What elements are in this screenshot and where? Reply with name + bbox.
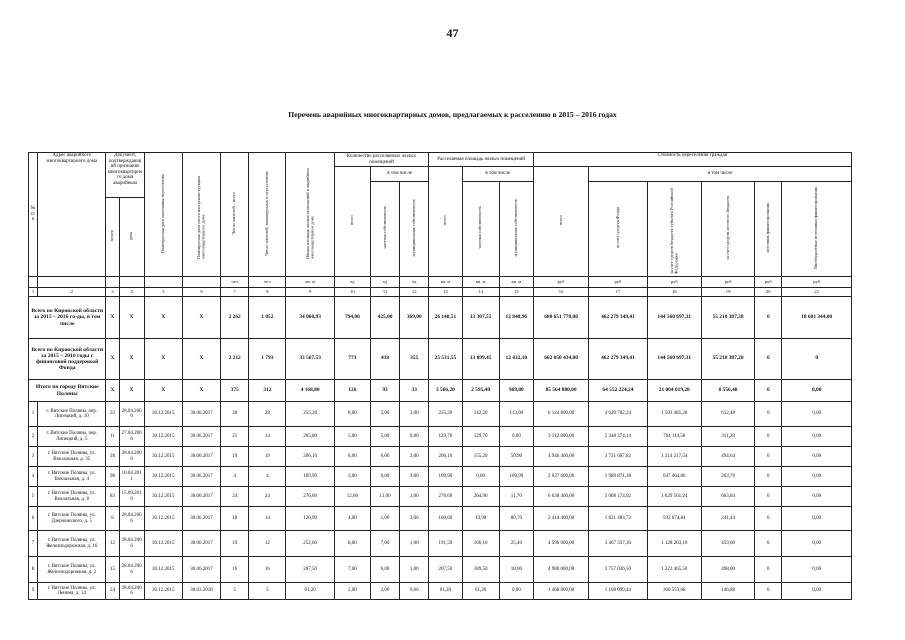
summary-cell: 25 531,55 [429, 339, 462, 380]
summary-cell: X [106, 297, 119, 339]
table-cell: 12 [249, 531, 286, 557]
summary-cell: 126 [334, 380, 370, 402]
table-cell: 189,50 [462, 557, 499, 583]
header-cost-incl: в том числе [589, 167, 852, 182]
table-cell: 276,60 [286, 487, 334, 507]
units-row: чел чел кв. м ед ед ед кв. м кв. м кв. м руб руб руб руб руб руб [29, 277, 852, 288]
table-cell: 1 108 099,44 [589, 583, 647, 600]
header-residents-planned: Число жителей, планируемых к переселению [249, 153, 286, 277]
table-cell: 0,00 [782, 467, 852, 487]
header-address: Адрес аварийного многоквартирного дома [38, 153, 106, 277]
summary-cell: 375 [221, 380, 249, 402]
table-cell: 8,00 [334, 447, 370, 467]
header-extra: Внебюджетные источники финансирования [782, 181, 852, 277]
table-cell: 0,00 [782, 531, 852, 557]
column-numbers-row: 1 2 3 4 5 6 7 8 9 10 11 12 13 14 15 16 17 18 19 20 21 [29, 288, 852, 297]
table-cell: 1 222 465,50 [647, 557, 701, 583]
table-cell: 0,00 [782, 487, 852, 507]
table-cell: 3,00 [400, 402, 429, 427]
summary-cell: 144 560 697,31 [647, 339, 701, 380]
address-cell: г. Вятские Поляны, пер. Липецкий, д. 10 [38, 402, 106, 427]
table-cell: 21 [221, 427, 249, 447]
table-cell: 9 [29, 583, 38, 600]
summary-cell: 369,00 [400, 297, 429, 339]
summary-cell: 21 004 019,28 [647, 380, 701, 402]
summary-cell: 0 [782, 339, 852, 380]
table-row [29, 507, 852, 531]
table-cell: 6,00 [370, 557, 399, 583]
table-cell: 24 [221, 487, 249, 507]
table-cell: 3 731 687,82 [589, 447, 647, 467]
table-cell: 494,64 [701, 447, 754, 467]
table-cell: 27.04.2006 [119, 427, 144, 447]
summary-cell: X [119, 380, 144, 402]
relocation-table [28, 152, 852, 600]
table-cell: 24 [106, 583, 119, 600]
table-cell: 207,50 [429, 557, 462, 583]
table-cell: 83 [106, 487, 119, 507]
table-cell: 0 [755, 557, 782, 583]
table-cell: 28 [249, 402, 286, 427]
table-cell: 30.12.2015 [144, 487, 182, 507]
table-cell: 1 629 561,24 [647, 487, 701, 507]
table-cell: 30.12.2015 [144, 557, 182, 583]
table-row [29, 447, 852, 467]
header-planned-demolition: Планируемая дата сноса или реконструкции многоквартирного дома [182, 153, 220, 277]
table-cell: 264,90 [462, 487, 499, 507]
summary-cell: 680 651 778,00 [533, 297, 588, 339]
table-cell: 1,00 [370, 507, 399, 531]
table-cell: 28.04.2006 [119, 402, 144, 427]
summary-cell: 85 564 800,00 [533, 380, 588, 402]
summary-cell: 0 [755, 380, 782, 402]
table-cell: 61,20 [286, 583, 334, 600]
address-cell: г. Вятские Поляны, ул. Вокзальная, д. 8 [38, 487, 106, 507]
table-cell: 206,10 [429, 447, 462, 467]
summary-cell: 144 560 697,31 [647, 297, 701, 339]
table-cell: 15 [106, 557, 119, 583]
table-cell: 0 [755, 427, 782, 447]
table-cell: 0 [755, 402, 782, 427]
table-cell: 18 [221, 507, 249, 531]
summary-cell: 18 601 344,00 [782, 297, 852, 339]
table-cell: 0,00 [462, 467, 499, 487]
summary-cell: 1 793 [249, 339, 286, 380]
table-cell: 4 [221, 467, 249, 487]
header-area-private: частная собственность [462, 181, 499, 277]
table-cell: 11,70 [499, 487, 533, 507]
table-cell: 255,20 [286, 402, 334, 427]
table-cell: 30.06.2017 [182, 507, 220, 531]
table-cell: 0,00 [400, 427, 429, 447]
table-cell: 3 [29, 447, 38, 467]
table-cell: 764 114,58 [647, 427, 701, 447]
table-cell: 0,00 [782, 447, 852, 467]
summary-cell: 4 168,80 [286, 380, 334, 402]
table-cell: 592 674,84 [647, 507, 701, 531]
table-cell: 109,90 [499, 467, 533, 487]
table-cell: 10.04.2011 [119, 467, 144, 487]
address-cell: г. Вятские Поляны, ул. Дзержинского, д. 5 [38, 507, 106, 531]
table-cell: 129,70 [462, 427, 499, 447]
document-title: Перечень аварийных многоквартирных домов, предлагаемых к расселению в 2015 – 2016 годах [288, 110, 617, 119]
table-cell: 205,80 [286, 427, 334, 447]
table-cell: 98 [106, 467, 119, 487]
summary-cell: 418 [370, 339, 399, 380]
table-cell: 30.06.2017 [182, 402, 220, 427]
table-cell: 4 620 702,24 [589, 402, 647, 427]
table-cell: 663,84 [701, 487, 754, 507]
table-cell: 28.04.2006 [119, 583, 144, 600]
summary-label: Всего по Кировской области за 2015 – 2016 годы с финансовой поддержкой Фонда [29, 339, 106, 380]
table-cell: 142,20 [462, 402, 499, 427]
summary-cell: 93 [370, 380, 399, 402]
header-premises-area: Расселяемая площадь жилых помещений [429, 153, 534, 167]
summary-label: Всего по Кировской области за 2015 – 2016 го-ды, в том числе [29, 297, 106, 339]
header-count-private: частная собственность [370, 181, 399, 277]
table-cell: 146,88 [701, 583, 754, 600]
summary-cell: 0 [755, 297, 782, 339]
table-cell: 3 467 337,30 [589, 531, 647, 557]
table-cell: 6 [29, 507, 38, 531]
table-cell: 4 946 400,00 [533, 447, 588, 467]
table-cell: 241,44 [701, 507, 754, 531]
table-cell: 33 [106, 402, 119, 427]
header-area-total: всего [429, 167, 462, 277]
table-cell: 360 553,68 [647, 583, 701, 600]
table-cell: 30.12.2015 [144, 467, 182, 487]
summary-cell: X [119, 297, 144, 339]
summary-cell: 355 [400, 339, 429, 380]
summary-cell: X [182, 380, 220, 402]
table-cell: 166,10 [462, 531, 499, 557]
table-row [29, 402, 852, 427]
page-number: 47 [446, 26, 459, 40]
table-cell: 7,00 [370, 531, 399, 557]
summary-cell: 1 852 [249, 297, 286, 339]
table-cell: 0,00 [370, 467, 399, 487]
table-cell: 15.09.2010 [119, 487, 144, 507]
table-cell: 8,00 [334, 531, 370, 557]
summary-cell: 2 595,40 [462, 380, 499, 402]
table-cell: 30.03.2018 [182, 583, 220, 600]
table-cell: 1 [29, 402, 38, 427]
table-cell: 6 638 400,00 [533, 487, 588, 507]
table-cell: 18,00 [499, 557, 533, 583]
table-cell: 4 596 000,00 [533, 531, 588, 557]
table-cell: 647 464,86 [647, 467, 701, 487]
table-cell: 276,60 [429, 487, 462, 507]
table-cell: 30.12.2015 [144, 507, 182, 531]
table-cell: 311,28 [701, 427, 754, 447]
table-cell: 0 [755, 507, 782, 531]
header-local-budget: за счет средств местного бюджета [701, 181, 754, 277]
address-cell: г. Вятские Поляны, ул. Железнодорожная, д. 2 [38, 557, 106, 583]
table-cell: 3 112 800,00 [533, 427, 588, 447]
table-cell: 263,76 [701, 467, 754, 487]
table-cell: 4 980 000,00 [533, 557, 588, 583]
summary-label: Итого по городу Вятские Поляны [29, 380, 106, 402]
summary-cell: 55 210 387,28 [701, 297, 754, 339]
summary-cell: 425,00 [370, 297, 399, 339]
summary-row [29, 380, 852, 402]
table-cell: 19 [249, 447, 286, 467]
summary-cell: 2 262 [221, 297, 249, 339]
table-cell: 3,00 [400, 507, 429, 531]
table-cell: 14 [249, 507, 286, 531]
table-cell: 155,20 [462, 447, 499, 467]
table-cell: 2 348 374,14 [589, 427, 647, 447]
summary-cell: X [182, 339, 220, 380]
header-cost: Стоимость переселения граждан [533, 153, 851, 167]
table-cell: 5,00 [334, 427, 370, 447]
table-cell: 12 [106, 531, 119, 557]
header-area-incl: в том числе [462, 167, 533, 182]
header-count-incl: в том числе [370, 167, 428, 182]
table-cell: 30.12.2015 [144, 583, 182, 600]
header-no: № п/п [29, 153, 38, 277]
table-cell: 0,00 [499, 583, 533, 600]
table-cell: 1 821 483,72 [589, 507, 647, 531]
table-cell: 28.04.2006 [119, 447, 144, 467]
table-cell: 30.12.2015 [144, 427, 182, 447]
table-cell: 1,00 [400, 487, 429, 507]
header-additional: источник финансирования [755, 181, 782, 277]
summary-cell: 462 279 349,41 [589, 297, 647, 339]
table-cell: 0,00 [782, 507, 852, 531]
table-cell: 2,00 [334, 583, 370, 600]
summary-cell: X [106, 339, 119, 380]
summary-row [29, 297, 852, 339]
summary-cell: 8 556,48 [701, 380, 754, 402]
table-cell: 1,00 [400, 531, 429, 557]
table-cell: 3 757 036,50 [589, 557, 647, 583]
table-cell: 0,00 [782, 402, 852, 427]
table-cell: 2,00 [400, 447, 429, 467]
table-cell: 5,00 [370, 427, 399, 447]
table-row [29, 531, 852, 557]
summary-row [29, 339, 852, 380]
summary-cell: 64 552 224,24 [589, 380, 647, 402]
summary-cell: X [144, 339, 182, 380]
table-cell: 129,70 [429, 427, 462, 447]
table-cell: 191,50 [429, 531, 462, 557]
table-cell: 2 [29, 427, 38, 447]
table-cell: 30.06.2017 [182, 487, 220, 507]
summary-cell: X [119, 339, 144, 380]
table-cell: 12,00 [334, 487, 370, 507]
table-cell: 19 [221, 531, 249, 557]
address-cell: г. Вятские Поляны, ул. Железнодорожная, д. 16 [38, 531, 106, 557]
table-cell: 252,60 [286, 531, 334, 557]
table-cell: 109,90 [429, 467, 462, 487]
table-row [29, 487, 852, 507]
table-cell: 28 [106, 447, 119, 467]
table-cell: 30.06.2017 [182, 427, 220, 447]
table-row [29, 583, 852, 600]
table-cell: 4,00 [334, 507, 370, 531]
table-row [29, 557, 852, 583]
summary-cell: 662 050 434,00 [533, 339, 588, 380]
summary-cell: X [144, 380, 182, 402]
table-cell: 2 637 600,00 [533, 467, 588, 487]
header-doc-date: дата [119, 197, 144, 276]
table-row [29, 427, 852, 447]
header-residents: Число жителей – всего [221, 153, 249, 277]
table-cell: 5 008 174,92 [589, 487, 647, 507]
table-cell: 0,00 [782, 557, 852, 583]
table-cell: 16 [249, 557, 286, 583]
table-row [29, 467, 852, 487]
summary-cell: 2 212 [221, 339, 249, 380]
table-cell: 28.04.2006 [119, 557, 144, 583]
address-cell: г. Вятские Поляны, ул. Ленина, д. 14 [38, 583, 106, 600]
table-cell: 109,90 [286, 467, 334, 487]
table-cell: 8 [106, 507, 119, 531]
table-cell: 3,00 [334, 467, 370, 487]
table-cell: 30.06.2017 [182, 447, 220, 467]
table-cell: 0 [755, 531, 782, 557]
table-cell: 30.06.2017 [182, 531, 220, 557]
table-cell: 1 503 485,28 [647, 402, 701, 427]
table-cell: 8,00 [334, 402, 370, 427]
table-cell: 4 [29, 467, 38, 487]
summary-cell: 26 148,51 [429, 297, 462, 339]
table-cell: 30.12.2015 [144, 447, 182, 467]
table-cell: 28.04.2006 [119, 507, 144, 531]
summary-cell: X [144, 297, 182, 339]
table-cell: 0,00 [400, 583, 429, 600]
table-cell: 25,40 [499, 531, 533, 557]
table-cell: 16 [221, 557, 249, 583]
summary-cell: 13 307,55 [462, 297, 499, 339]
table-cell: 1 989 871,38 [589, 467, 647, 487]
table-cell: 100,60 [429, 507, 462, 531]
header-count-municipal: муниципальная собственность [400, 181, 429, 277]
table-cell: 0,00 [782, 427, 852, 447]
address-cell: г. Вятские Поляны, пер. Липецкий, д. 5 [38, 427, 106, 447]
table-cell: 6,00 [370, 447, 399, 467]
summary-cell: 34 060,93 [286, 297, 334, 339]
table-cell: 459,60 [701, 531, 754, 557]
table-cell: 28 [221, 402, 249, 427]
summary-cell: 462 279 349,41 [589, 339, 647, 380]
table-cell: 80,70 [499, 507, 533, 531]
table-cell: 30.06.2017 [182, 557, 220, 583]
summary-cell: X [106, 380, 119, 402]
table-cell: 0,00 [782, 583, 852, 600]
summary-cell: 12 840,96 [499, 297, 533, 339]
table-cell: 255,20 [429, 402, 462, 427]
summary-cell: 12 432,10 [499, 339, 533, 380]
table-cell: 207,50 [286, 557, 334, 583]
table-cell: 6 124 800,00 [533, 402, 588, 427]
table-cell: 5,00 [370, 402, 399, 427]
table-cell: 1 128 203,10 [647, 531, 701, 557]
table-cell: 2 414 400,00 [533, 507, 588, 531]
table-cell: 19,90 [462, 507, 499, 531]
header-planned-relocation: Планируемая дата окончания переселения [144, 153, 182, 277]
table-cell: 498,00 [701, 557, 754, 583]
table-cell: 5 [221, 583, 249, 600]
table-cell: 3,00 [400, 467, 429, 487]
summary-cell: 0,00 [782, 380, 852, 402]
header-fund: за счет средств Фонда [589, 181, 647, 277]
table-cell: 50,90 [499, 447, 533, 467]
summary-cell: 13 099,45 [462, 339, 499, 380]
table-cell: 0,00 [499, 427, 533, 447]
table-cell: 7,00 [334, 557, 370, 583]
summary-cell: 3 566,20 [429, 380, 462, 402]
summary-cell: 969,80 [499, 380, 533, 402]
table-cell: 5 [29, 487, 38, 507]
header-cost-total: всего [533, 167, 588, 277]
header-doc-number: номер [106, 197, 119, 276]
table-cell: 8 [29, 557, 38, 583]
table-cell: 0 [755, 467, 782, 487]
table-cell: 206,10 [286, 447, 334, 467]
table-cell: 24 [249, 487, 286, 507]
summary-cell: 773 [334, 339, 370, 380]
header-area-municipal: муниципальная собственность [499, 181, 533, 277]
table-cell: 1 468 800,00 [533, 583, 588, 600]
summary-cell: X [182, 297, 220, 339]
table-cell: 61,20 [462, 583, 499, 600]
header-budget-rf: за счет средств бюджета субъекта Российской Федерации [647, 181, 701, 277]
table-cell: 28.04.2006 [119, 531, 144, 557]
table-cell: 4 [249, 467, 286, 487]
summary-cell: 0 [755, 339, 782, 380]
address-cell: г. Вятские Поляны, ул. Вокзальная, д. 4 [38, 467, 106, 487]
table-cell: 61,20 [429, 583, 462, 600]
header-total-area: Общая площадь жилых помещений в аварийном многоквартирном доме [286, 153, 334, 277]
table-cell: 14 [249, 427, 286, 447]
table-cell: 11 [106, 427, 119, 447]
summary-cell: 794,00 [334, 297, 370, 339]
table-cell: 2,00 [370, 583, 399, 600]
table-cell: 30.12.2015 [144, 531, 182, 557]
table-cell: 0 [755, 447, 782, 467]
table-cell: 612,48 [701, 402, 754, 427]
table-cell: 0 [755, 487, 782, 507]
table-cell: 11,00 [370, 487, 399, 507]
table-cell: 1 214 217,54 [647, 447, 701, 467]
summary-cell: 33 [400, 380, 429, 402]
table-cell: 30.12.2015 [144, 402, 182, 427]
table-cell: 7 [29, 531, 38, 557]
table-cell: 113,00 [499, 402, 533, 427]
table-cell: 1,00 [400, 557, 429, 583]
table-cell: 5 [249, 583, 286, 600]
table-cell: 0 [755, 583, 782, 600]
header-premises-count: Количество расселяемых жилых помещений [334, 153, 429, 167]
summary-cell: 55 210 387,28 [701, 339, 754, 380]
table-cell: 30.06.2017 [182, 467, 220, 487]
address-cell: г. Вятские Поляны, ул. Вокзальная, д. 35 [38, 447, 106, 467]
summary-cell: 312 [249, 380, 286, 402]
table-cell: 126,90 [286, 507, 334, 531]
table-cell: 19 [221, 447, 249, 467]
summary-cell: 33 567,53 [286, 339, 334, 380]
header-document: Документ, подтверждающий признание многоквартирного дома аварийным [106, 153, 144, 198]
header-count-total: всего [334, 167, 370, 277]
